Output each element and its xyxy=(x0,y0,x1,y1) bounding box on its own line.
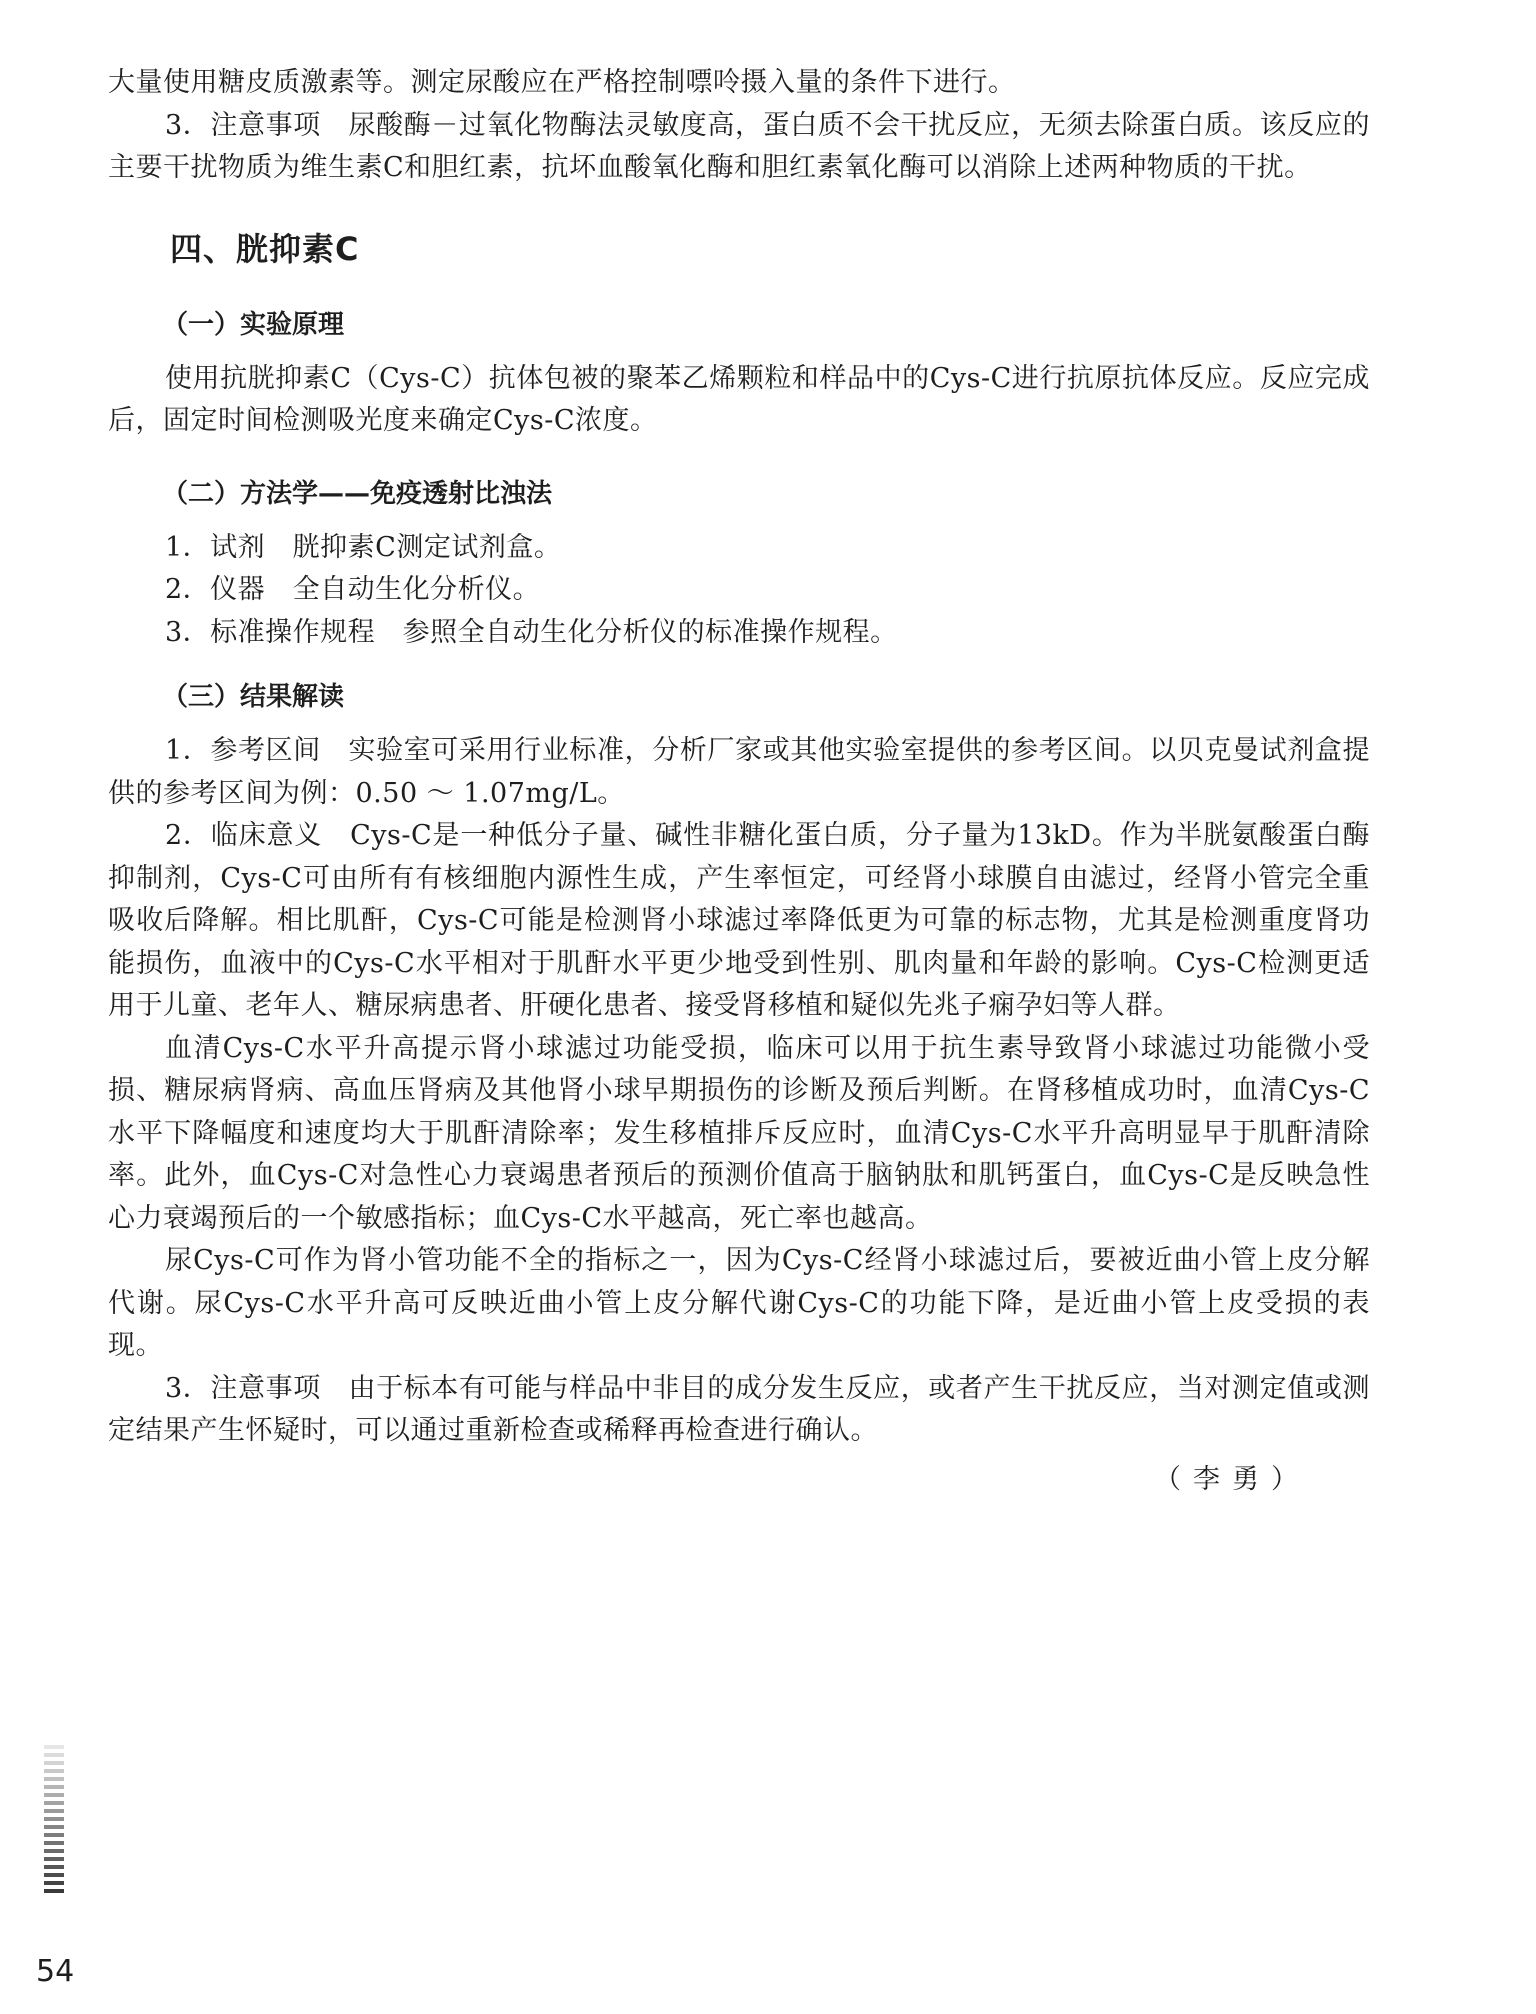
decoration-stripe xyxy=(44,1889,64,1893)
paragraph-urine-cysc: 尿Cys-C可作为肾小管功能不全的指标之一，因为Cys-C经肾小球滤过后，要被近曲小管上皮分解代谢。尿Cys-C水平升高可反映近曲小管上皮分解代谢Cys-C的功能下降，是近曲小管上皮受损的表现。 xyxy=(108,1245,1370,1361)
section-title: 四、胱抑素C xyxy=(170,229,360,268)
decoration-stripe xyxy=(44,1761,64,1765)
page-edge-decoration xyxy=(44,1745,64,1897)
decoration-stripe xyxy=(44,1881,64,1885)
decoration-stripe xyxy=(44,1849,64,1853)
decoration-stripe xyxy=(44,1817,64,1821)
subsection-principle-heading: （一）实验原理 xyxy=(162,309,345,340)
list-item-sop: 3．标准操作规程 参照全自动生化分析仪的标准操作规程。 xyxy=(165,616,898,648)
page-content xyxy=(108,62,1370,1501)
paragraph-serum-cysc: 血清Cys-C水平升高提示肾小球滤过功能受损，临床可以用于抗生素导致肾小球滤过功能微小受损、糖尿病肾病、高血压肾病及其他肾小球早期损伤的诊断及预后判断。在肾移植成功时，血清Cys-C水平下降幅度和速度均大于肌酐清除率；发生移植排斥反应时，血清Cys-C水平升高明显早于肌酐清除率。此外，血Cys-C对急性心力衰竭患者预后的预测价值高于脑钠肽和肌钙蛋白，血Cys-C是反映急性心力衰竭预后的一个敏感指标；血Cys-C水平越高，死亡率也越高。 xyxy=(108,1032,1370,1234)
decoration-stripe xyxy=(44,1857,64,1861)
page-number: 54 xyxy=(36,1954,75,1989)
paragraph-uric-acid-continued: 大量使用糖皮质激素等。测定尿酸应在严格控制嘌呤摄入量的条件下进行。 xyxy=(108,67,1016,98)
decoration-stripe xyxy=(44,1777,64,1781)
paragraph-principle: 使用抗胱抑素C（Cys-C）抗体包被的聚苯乙烯颗粒和样品中的Cys-C进行抗原抗体反应。反应完成后，固定时间检测吸光度来确定Cys-C浓度。 xyxy=(108,362,1370,436)
decoration-stripe xyxy=(44,1841,64,1845)
decoration-stripe xyxy=(44,1801,64,1805)
paragraph-uric-acid-note: 3．注意事项 尿酸酶－过氧化物酶法灵敏度高，蛋白质不会干扰反应，无须去除蛋白质。该反应的主要干扰物质为维生素C和胆红素，抗坏血酸氧化酶和胆红素氧化酶可以消除上述两种物质的干扰。 xyxy=(108,109,1370,183)
list-item-reagent: 1．试剂 胱抑素C测定试剂盒。 xyxy=(165,531,562,563)
subsection-results-heading: （三）结果解读 xyxy=(162,682,345,712)
decoration-stripe xyxy=(44,1769,64,1773)
decoration-stripe xyxy=(44,1825,64,1829)
decoration-stripe xyxy=(44,1809,64,1813)
paragraph-precautions: 3．注意事项 由于标本有可能与样品中非目的成分发生反应，或者产生干扰反应，当对测定值或测定结果产生怀疑时，可以通过重新检查或稀释再检查进行确认。 xyxy=(108,1372,1370,1446)
decoration-stripe xyxy=(44,1785,64,1789)
decoration-stripe xyxy=(44,1865,64,1869)
decoration-stripe xyxy=(44,1833,64,1837)
decoration-stripe xyxy=(44,1873,64,1877)
decoration-stripe xyxy=(44,1793,64,1797)
subsection-method-heading: （二）方法学——免疫透射比浊法 xyxy=(162,478,553,509)
paragraph-reference-range: 1．参考区间 实验室可采用行业标准，分析厂家或其他实验室提供的参考区间。以贝克曼试剂盒提供的参考区间为例：0.50 ～ 1.07mg/L。 xyxy=(108,735,1370,809)
list-item-instrument: 2．仪器 全自动生化分析仪。 xyxy=(165,574,541,605)
decoration-stripe xyxy=(44,1745,64,1749)
paragraph-clinical-significance: 2．临床意义 Cys-C是一种低分子量、碱性非糖化蛋白质，分子量为13kD。作为半胱氨酸蛋白酶抑制剂，Cys-C可由所有有核细胞内源性生成，产生率恒定，可经肾小球膜自由滤过，经肾小管完全重吸收后降解。相比肌酐，Cys-C可能是检测肾小球滤过率降低更为可靠的标志物，尤其是检测重度肾功能损伤，血液中的Cys-C水平相对于肌酐水平更少地受到性别、肌肉量和年龄的影响。Cys-C检测更适用于儿童、老年人、糖尿病患者、肝硬化患者、接受肾移植和疑似先兆子痫孕妇等人群。 xyxy=(108,820,1370,1021)
decoration-stripe xyxy=(44,1753,64,1757)
author-signature: （李勇） xyxy=(1154,1463,1310,1495)
